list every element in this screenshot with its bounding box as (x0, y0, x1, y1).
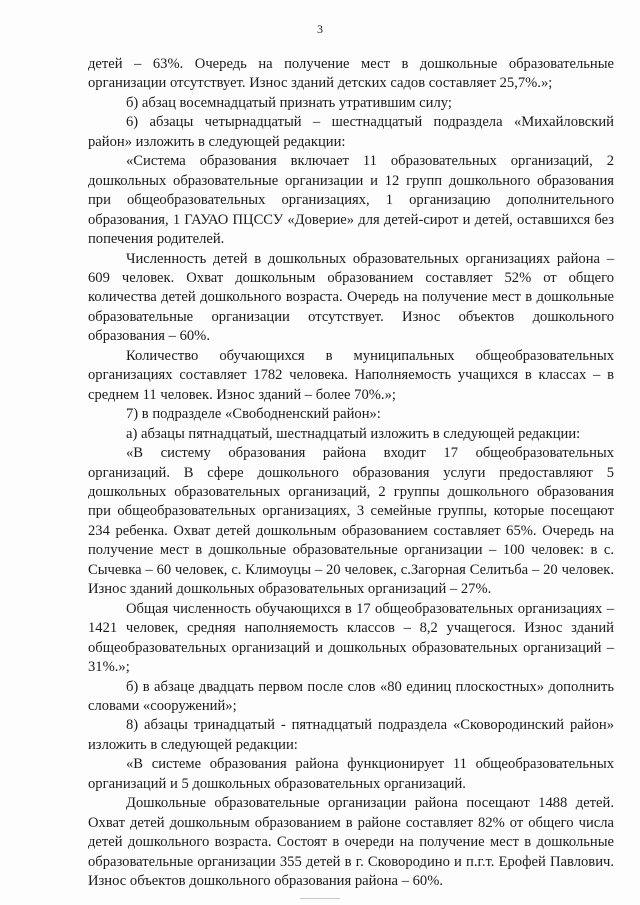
paragraph-10: Общая численность обучающихся в 17 общеобразовательных организациях – 1421 человек, средняя наполняемость классов – 8,2 учащегося. Износ зданий общеобразовательных организаций и дошкольных образовательных организаций – 31%.»; (88, 600, 614, 676)
paragraph-1: детей – 63%. Очередь на получение мест в дошкольные образовательные организации отсутствует. Износ зданий детских садов составляет 25,7%.»; (88, 56, 614, 92)
paragraph-6: Количество обучающихся в муниципальных общеобразовательных организациях составляет 1782 человека. Наполняемость учащихся в классах – в среднем 11 человек. Износ зданий – более 70%.»; (88, 347, 614, 403)
scan-artifact-mark (300, 898, 340, 899)
document-body (88, 55, 614, 891)
page-number: 3 (317, 22, 323, 36)
paragraph-14: Дошкольные образовательные организации района посещают 1488 детей. Охват детей дошкольным образованием в районе составляет 82% от общего числа детей дошкольного возраста. Состоят в очереди на получение мест в дошкольные образовательные организации 355 детей в г. Сковородино и п.г.т. Ерофей Павлович. Износ объектов дошкольного образования района – 60%. (88, 795, 614, 890)
paragraph-13: «В системе образования района функционирует 11 общеобразовательных организаций и 5 дошкольных образовательных организаций. (88, 756, 614, 792)
paragraph-2: б) абзац восемнадцатый признать утратившим силу; (126, 94, 452, 111)
paragraph-8: а) абзацы пятнадцатый, шестнадцатый изложить в следующей редакции: (126, 425, 581, 442)
paragraph-4: «Система образования включает 11 образовательных организаций, 2 дошкольных образовательные организации и 12 групп дошкольного образования при общеобразовательных организациях, 1 организацию дополнительного образования, 1 ГАУАО ПЦССУ «Доверие» для детей-сирот и детей, оставшихся без попечения родителей. (88, 153, 614, 248)
paragraph-7: 7) в подразделе «Свободненский район»: (126, 406, 381, 423)
paragraph-12: 8) абзацы тринадцатый - пятнадцатый подраздела «Сковородинский район» изложить в следующей редакции: (88, 717, 614, 753)
paragraph-11: б) в абзаце двадцать первом после слов «80 единиц плоскостных» дополнить словами «сооружений»; (88, 678, 614, 714)
paragraph-9: «В систему образования района входит 17 общеобразовательных организаций. В сфере дошкольного образования услуги предоставляют 5 дошкольных образовательных организаций, 2 группы дошкольного образования при общеобразовательных организациях, 3 семейные группы, которые посещают 234 ребенка. Охват детей дошкольным образованием составляет 65%. Очередь на получение мест в дошкольные образовательные организации – 100 человек: в с. Сычевка – 60 человек, с. Климоуцы – 20 человек, с.Загорная Селитьба – 20 человек. Износ зданий дошкольных образовательных организаций – 27%. (88, 445, 614, 598)
paragraph-3: 6) абзацы четырнадцатый – шестнадцатый подраздела «Михайловский район» изложить в следующей редакции: (88, 114, 614, 150)
paragraph-5: Численность детей в дошкольных образовательных организациях района – 609 человек. Охват дошкольным образованием составляет 52% от общего количества детей дошкольного возраста. Очередь на получение мест в дошкольные образовательные организации отсутствует. Износ объектов дошкольного образования – 60%. (88, 250, 614, 345)
